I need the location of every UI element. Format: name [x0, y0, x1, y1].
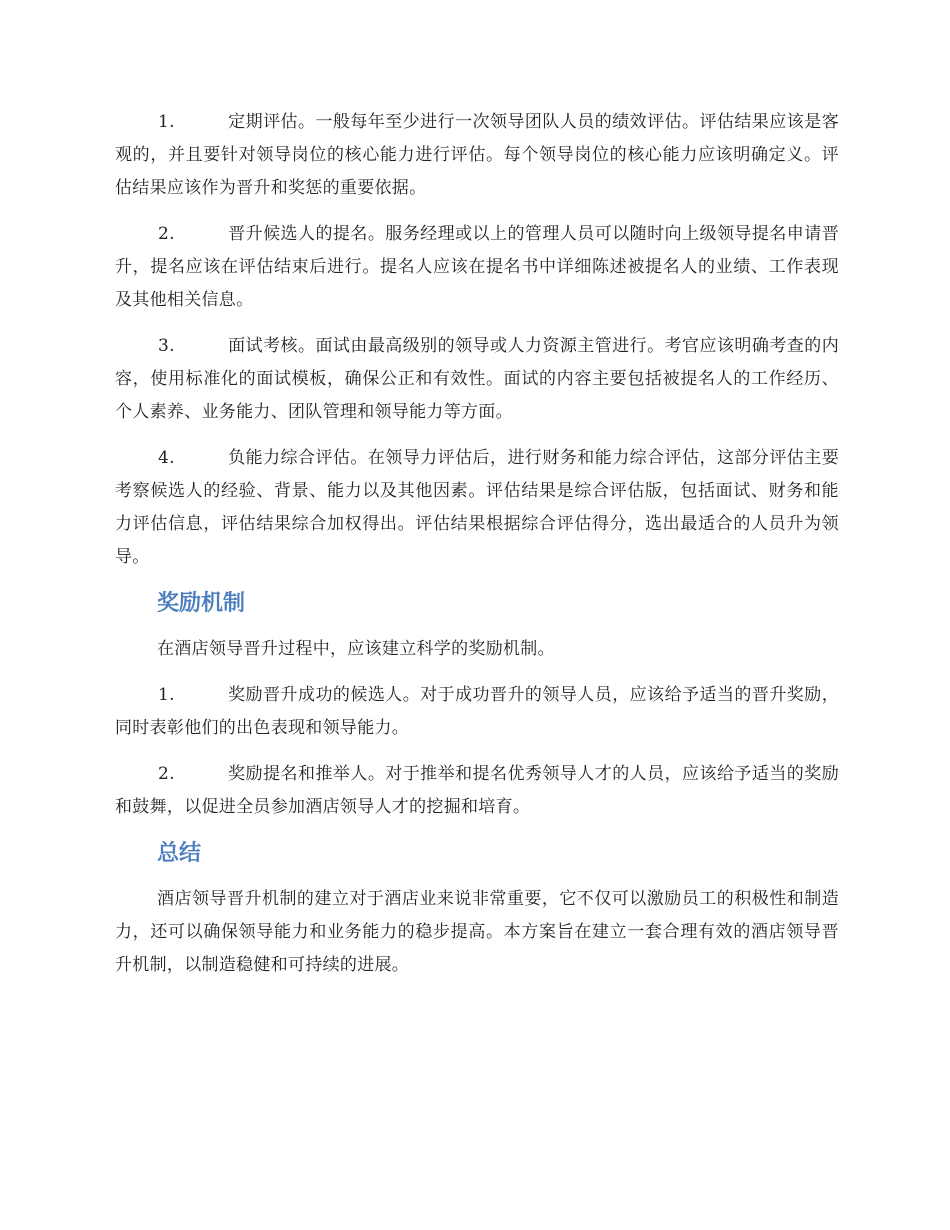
list-item: [115, 679, 839, 745]
list-item: [115, 330, 839, 429]
list-item: [115, 106, 839, 205]
list-number: 4.: [158, 448, 175, 468]
rewards-intro: 在酒店领导晋升过程中，应该建立科学的奖励机制。: [157, 639, 555, 659]
list-number: 2.: [158, 224, 175, 244]
list-item-text: 奖励晋升成功的候选人。对于成功晋升的领导人员，应该给予适当的晋升奖励，同时表彰他们的出色表现和领导能力。: [115, 685, 839, 738]
summary-text: 酒店领导晋升机制的建立对于酒店业来说非常重要，它不仅可以激励员工的积极性和制造力，还可以确保领导能力和业务能力的稳步提高。本方案旨在建立一套合理有效的酒店领导晋升机制，以制造稳健和可持续的进展。: [115, 889, 839, 975]
list-number: 2.: [158, 764, 175, 784]
document-page: [115, 106, 839, 995]
section-heading-rewards: 奖励机制: [157, 591, 246, 616]
list-item-text: 面试考核。面试由最高级别的领导或人力资源主管进行。考官应该明确考查的内容，使用标准化的面试模板，确保公正和有效性。面试的内容主要包括被提名人的工作经历、个人素养、业务能力、团队管理和领导能力等方面。: [115, 336, 839, 422]
list-item: [115, 218, 839, 317]
list-item-text: 定期评估。一般每年至少进行一次领导团队人员的绩效评估。评估结果应该是客观的，并且要针对领导岗位的核心能力进行评估。每个领导岗位的核心能力应该明确定义。评估结果应该作为晋升和奖惩的重要依据。: [115, 112, 839, 198]
list-item-text: 奖励提名和推举人。对于推举和提名优秀领导人才的人员，应该给予适当的奖励和鼓舞，以促进全员参加酒店领导人才的挖掘和培育。: [115, 764, 839, 817]
list-number: 3.: [158, 336, 175, 356]
list-number: 1.: [158, 112, 175, 132]
list-item: [115, 758, 839, 824]
list-number: 1.: [158, 685, 175, 705]
list-item-text: 负能力综合评估。在领导力评估后，进行财务和能力综合评估，这部分评估主要考察候选人的经验、背景、能力以及其他因素。评估结果是综合评估版，包括面试、财务和能力评估信息，评估结果综合加权得出。评估结果根据综合评估得分，选出最适合的人员升为领导。: [115, 448, 839, 567]
list-item-text: 晋升候选人的提名。服务经理或以上的管理人员可以随时向上级领导提名申请晋升，提名应该在评估结束后进行。提名人应该在提名书中详细陈述被提名人的业绩、工作表现及其他相关信息。: [115, 224, 839, 310]
section-heading-summary: 总结: [157, 841, 202, 866]
list-item: [115, 442, 839, 574]
